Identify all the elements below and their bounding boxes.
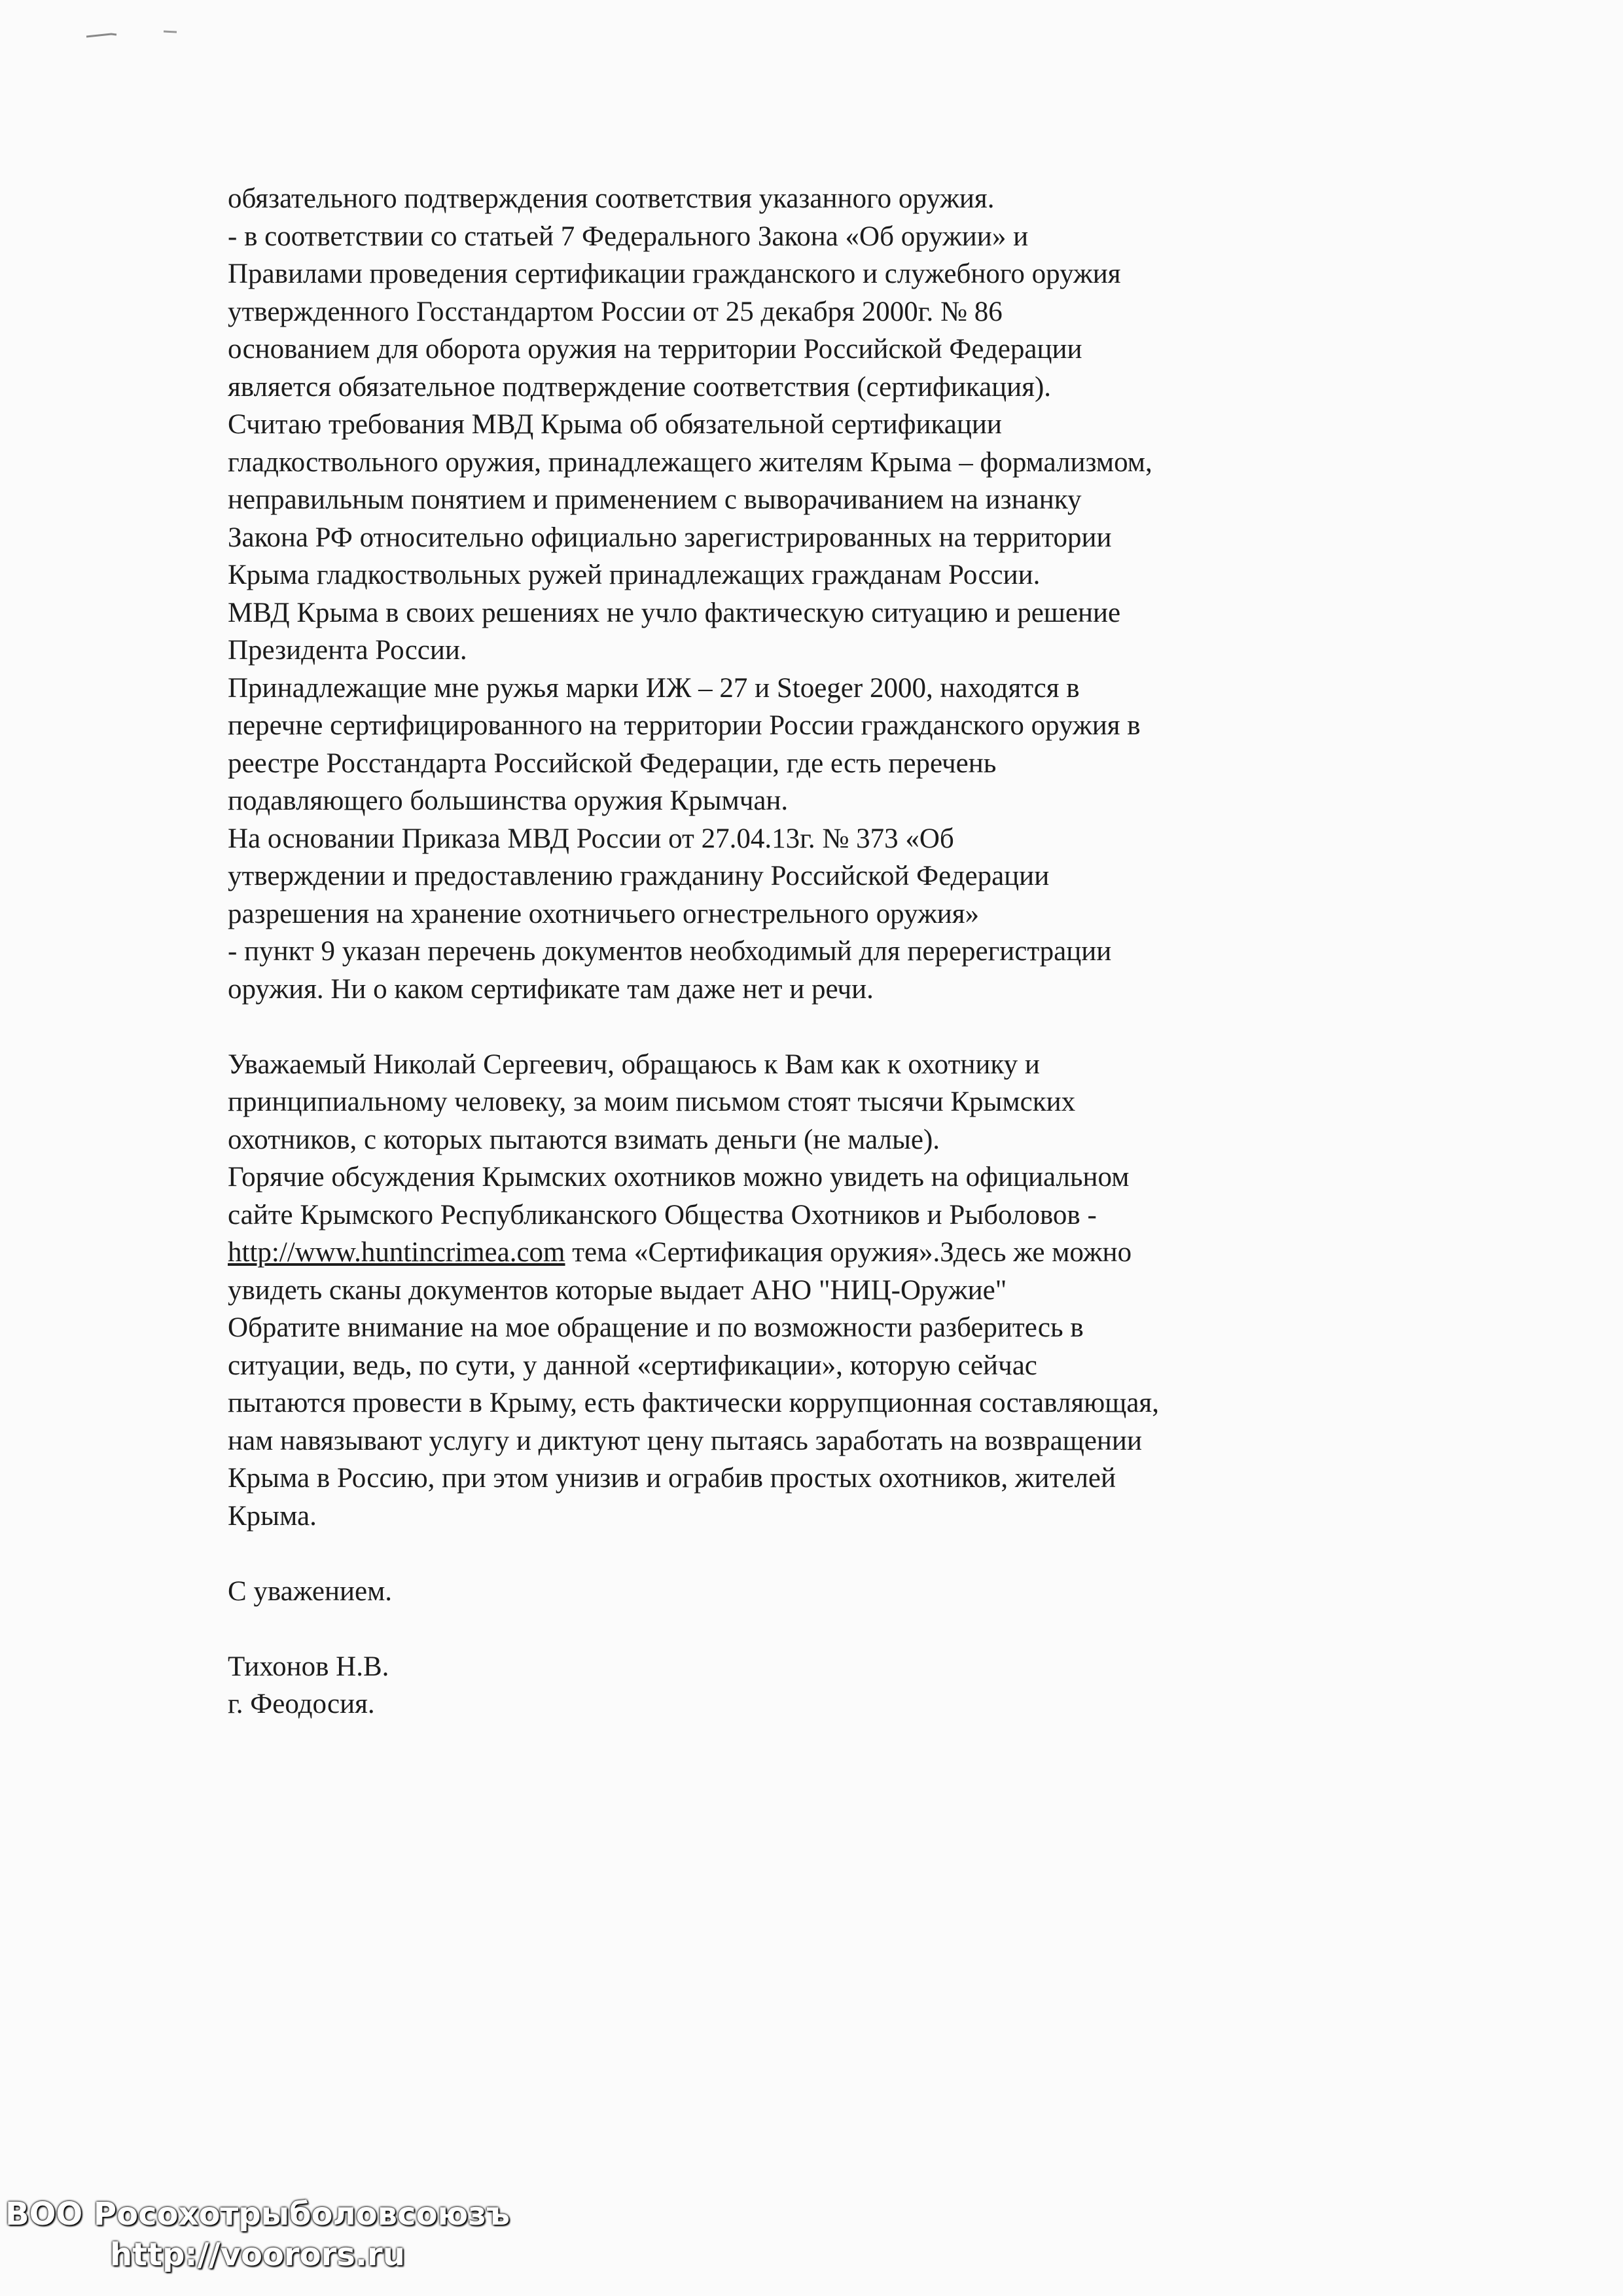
paragraph-regulations [228, 180, 1380, 1008]
letter-body [228, 180, 1380, 1723]
text-line: Президента России. [228, 635, 467, 666]
text-line: перечне сертифицированного на территории России гражданского оружия в [228, 710, 1141, 741]
text-line: основанием для оборота оружия на территории Российской Федерации [228, 334, 1082, 365]
text-line: Принадлежащие мне ружья марки ИЖ – 27 и Stoeger 2000, находятся в [228, 672, 1080, 704]
text-line: - пункт 9 указан перечень документов необходимый для перерегистрации [228, 936, 1112, 967]
watermark-url: http://voorors.ru [110, 2236, 405, 2273]
text-line: нам навязывают услугу и диктуют цену пытаясь заработать на возвращении [228, 1425, 1142, 1456]
text-line: На основании Приказа МВД России от 27.04.13г. № 373 «Об [228, 823, 954, 854]
text-line: Крыма гладкоствольных ружей принадлежащих гражданам России. [228, 560, 1041, 590]
text-line: подавляющего большинства оружия Крымчан. [228, 785, 789, 816]
text-line: Обратите внимание на мое обращение и по возможности разберитесь в [228, 1312, 1084, 1343]
text-line: - в соответствии со статьей 7 Федерального Закона «Об оружии» и [228, 221, 1029, 252]
text-line: Уважаемый Николай Сергеевич, обращаюсь к Вам как к охотнику и [228, 1049, 1040, 1080]
paragraph-gap [228, 1610, 1380, 1648]
text-line: МВД Крыма в своих решениях не учло фактическую ситуацию и решение [228, 597, 1121, 628]
text-line: сайте Крымского Республиканского Общества Охотников и Рыболовов - [228, 1199, 1097, 1230]
text-line: Горячие обсуждения Крымских охотников можно увидеть на официальном [228, 1162, 1130, 1193]
watermark-org: ВОО Росохотрыболовсоюзъ [5, 2196, 510, 2233]
watermark [5, 2194, 510, 2275]
text-line: увидеть сканы документов которые выдает АНО "НИЦ-Оружие" [228, 1274, 1007, 1306]
text-line: утверждении и предоставлению гражданину Российской Федерации [228, 861, 1050, 891]
text-line: обязательного подтверждения соответствия указанного оружия. [228, 183, 995, 214]
text-line: принципиальному человеку, за моим письмом стоят тысячи Крымских [228, 1086, 1076, 1117]
text-line: Считаю требования МВД Крыма об обязательной сертификации [228, 409, 1002, 440]
text-line: гладкоствольного оружия, принадлежащего жителям Крыма – формализмом, [228, 446, 1152, 478]
text-line: оружия. Ни о каком сертификате там даже нет и речи. [228, 973, 874, 1005]
website-link[interactable]: http://www.huntincrimea.com [228, 1237, 565, 1268]
signature-name: Тихонов Н.В. [228, 1651, 389, 1682]
text-line: охотников, с которых пытаются взимать деньги (не малые). [228, 1124, 940, 1155]
closing-text: С уважением. [228, 1575, 393, 1607]
paragraph-gap [228, 1008, 1380, 1046]
text-line: является обязательное подтверждение соответствия (сертификация). [228, 371, 1052, 403]
text-line: неправильным понятием и применением с выворачиванием на изнанку [228, 484, 1082, 515]
paragraph-appeal [228, 1046, 1380, 1535]
signature-city: г. Феодосия. [228, 1689, 375, 1719]
text-line: Крыма. [228, 1500, 317, 1532]
text-line: реестре Росстандарта Российской Федерации, где есть перечень [228, 747, 997, 779]
text-line: Закона РФ относительно официально зарегистрированных на территории [228, 522, 1112, 553]
text-line: Крыма в Россию, при этом унизив и ограбив простых охотников, жителей [228, 1463, 1116, 1494]
text-line: пытаются провести в Крыму, есть фактически коррупционная составляющая, [228, 1388, 1159, 1418]
text-line: ситуации, ведь, по сути, у данной «сертификации», которую сейчас [228, 1350, 1037, 1381]
text-line: разрешения на хранение охотничьего огнестрельного оружия» [228, 898, 980, 929]
link-line [228, 1234, 1380, 1272]
link-tail-text: тема «Сертификация оружия».Здесь же можно [565, 1237, 1132, 1268]
paragraph-gap [228, 1535, 1380, 1573]
text-line: Правилами проведения сертификации гражданского и служебного оружия [228, 259, 1121, 289]
text-line: утвержденного Госстандартом России от 25 декабря 2000г. № 86 [228, 296, 1003, 327]
scan-artifact [85, 29, 190, 39]
